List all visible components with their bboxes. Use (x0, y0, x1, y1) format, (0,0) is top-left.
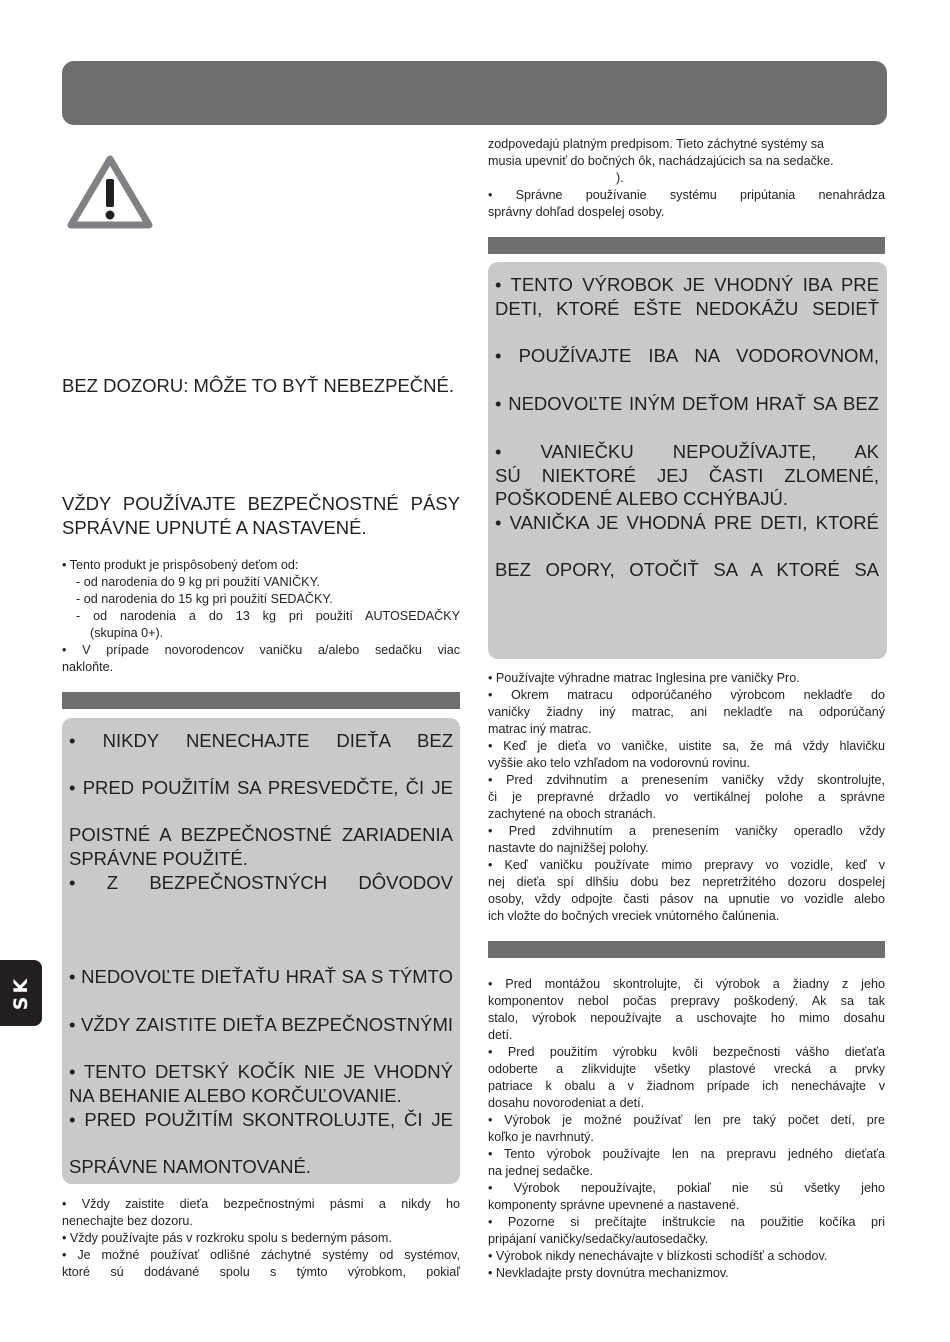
list-item: • Pred montážou skontrolujte, či výrobok a žiadny z jeho (488, 977, 885, 991)
carrycot-list (488, 670, 885, 925)
list-item: • Výrobok je možné používať len pre taký počet detí, pre (488, 1113, 885, 1127)
list-item: • Je možné používať odlišné záchytné systémy od systémov, (62, 1248, 460, 1262)
warning-belts-line-2: SPRÁVNE UPNUTÉ A NASTAVENÉ. (62, 517, 367, 538)
list-item: musia upevniť do bočných ôk, nachádzajúcich sa na sedačke. (488, 154, 834, 168)
box-line: POISTNÉ A BEZPEČNOSTNÉ ZARIADENIA (69, 824, 453, 845)
list-item: • Pred zdvihnutím a prenesením vaničky operadlo vždy (488, 824, 885, 838)
list-item: nenechajte bez dozoru. (62, 1214, 193, 1228)
list-item: koľko je navrhnutý. (488, 1130, 594, 1144)
list-item: • Keď je dieťa vo vaničke, uistite sa, že má vždy hlavičku (488, 739, 885, 753)
box-line: • NEDOVOĽTE DIEŤAŤU HRAŤ SA S TÝMTO (69, 966, 453, 987)
list-item: zodpovedajú platným predpisom. Tieto záchytné systémy sa (488, 137, 825, 151)
box-line: • Z BEZPEČNOSTNÝCH DÔVODOV (69, 872, 453, 893)
list-item: komponentov nebol počas prepravy poškodený. Ak sa tak (488, 994, 885, 1008)
warning-no-supervision: BEZ DOZORU: MÔŽE TO BYŤ NEBEZPEČNÉ. (62, 375, 454, 396)
list-item: - od narodenia a do 13 kg pri použití AUTOSEDAČKY (76, 609, 460, 623)
restraint-text (488, 136, 885, 221)
box-line: NA BEHANIE ALEBO KORČUĽOVANIE. (69, 1085, 402, 1106)
list-item: • Pozorne si prečítajte inštrukcie na použitie kočíka pri (488, 1215, 885, 1229)
box-line: • VANIČKA JE VHODNÁ PRE DETI, KTORÉ (495, 512, 879, 533)
section-bar (488, 941, 885, 958)
list-item: ich vložte do bočných vreciek vnútorného čalúnenia. (488, 909, 780, 923)
list-item: • Vždy používajte pás v rozkroku spolu s bederným pásom. (62, 1231, 392, 1245)
belts-list (62, 1196, 460, 1281)
list-item: • Správne používanie systému pripútania nenahrádza (488, 188, 885, 202)
list-item: osoby, vždy odpojte časti pásov na upnutie vo vozidle alebo (488, 892, 885, 906)
header-bar (62, 61, 887, 125)
list-item: vyššie ako telo vzhľadom na vodorovnú rovinu. (488, 756, 750, 770)
list-item: • Výrobok nepoužívajte, pokiaľ nie sú všetky jeho (488, 1181, 885, 1195)
list-item: • Pred zdvihnutím a prenesením vaničky vždy skontrolujte, (488, 773, 885, 787)
list-item: nastavte do najnižšej polohy. (488, 841, 649, 855)
list-item: • Vždy zaistite dieťa bezpečnostnými pásmi a nikdy ho (62, 1197, 460, 1211)
list-item: • V prípade novorodencov vaničku a/alebo sedačku viac (62, 643, 460, 657)
list-item: stalo, výrobok nepoužívajte a uschovajte ho mimo dosahu (488, 1011, 885, 1025)
language-tab-label: SK (10, 975, 32, 1011)
list-item: dosahu novorodeniat a detí. (488, 1096, 645, 1110)
list-item: - od narodenia do 9 kg pri použití VANIČKY. (76, 575, 320, 589)
list-item: matrac iný matrac. (488, 722, 592, 736)
list-item: detí. (488, 1028, 513, 1042)
suitability-list (62, 557, 460, 676)
list-item: zachytené na oboch stranách. (488, 807, 657, 821)
list-item: • Keď vaničku používate mimo prepravy vo vozidle, keď v (488, 858, 885, 872)
section-bar (488, 237, 885, 254)
box-line: • PRED POUŽITÍM SA PRESVEDČTE, ČI JE (69, 777, 453, 798)
box-line: SÚ NIEKTORÉ JEJ ČASTI ZLOMENÉ, (495, 465, 879, 486)
list-item: ktoré sú dodávané spolu s týmto výrobkom, pokiaľ (62, 1265, 460, 1279)
warning-belts-line-1: VŽDY POUŽÍVAJTE BEZPEČNOSTNÉ PÁSY (62, 493, 460, 514)
list-item: • Tento produkt je prispôsobený deťom od: (62, 558, 299, 572)
list-item: odoberte a zlikvidujte všetky plastové vrecká a prvky (488, 1062, 885, 1076)
list-item: • Používajte výhradne matrac Inglesina pre vaničky Pro. (488, 671, 800, 685)
box-line: • NEDOVOĽTE INÝM DEŤOM HRAŤ SA BEZ (495, 393, 879, 414)
list-item: komponenty správne upevnené a nastavené. (488, 1198, 740, 1212)
list-item: vaničky žiadny iný matrac, ani nekladťe na odporúčaný (488, 705, 885, 719)
general-list (488, 976, 885, 1282)
box-line: DETI, KTORÉ EŠTE NEDOKÁŽU SEDIEŤ (495, 298, 879, 319)
list-item: • Výrobok nikdy nenechávajte v blízkosti schodíšť a schodov. (488, 1249, 828, 1263)
warning-triangle-icon (66, 153, 154, 231)
list-item: • Pred použitím výrobku kvôli bezpečnosti vášho dieťaťa (488, 1045, 885, 1059)
list-item: či je prepravné držadlo vo vertikálnej polohe a správne (488, 790, 885, 804)
list-item: pripájaní vaničky/sedačky/autosedačky. (488, 1232, 709, 1246)
list-item: - od narodenia do 15 kg pri použití SEDAČKY. (76, 592, 333, 606)
list-item: nej dieťa spí dlhšiu dobu bez nepretržitého dozoru dospelej (488, 875, 885, 889)
box-line: • TENTO VÝROBOK JE VHODNÝ IBA PRE (495, 274, 879, 295)
box-line: POŠKODENÉ ALEBO CCHÝBAJÚ. (495, 488, 789, 509)
box-line: SPRÁVNE POUŽITÉ. (69, 848, 248, 869)
list-item: ). (616, 171, 624, 185)
box-line: • VŽDY ZAISTITE DIEŤA BEZPEČNOSTNÝMI (69, 1014, 453, 1035)
box-line: • NIKDY NENECHAJTE DIEŤA BEZ (69, 730, 453, 751)
list-item: nakloňte. (62, 660, 114, 674)
list-item: • Tento výrobok používajte len na prepravu jedného dieťaťa (488, 1147, 885, 1161)
section-bar (62, 692, 460, 709)
list-item: správny dohľad dospelej osoby. (488, 205, 665, 219)
list-item: patriace k obalu a v žiadnom prípade ich nenechávajte v (488, 1079, 885, 1093)
list-item: (skupina 0+). (90, 626, 164, 640)
box-line: SPRÁVNE NAMONTOVANÉ. (69, 1156, 311, 1177)
box-line: BEZ OPORY, OTOČIŤ SA A KTORÉ SA (495, 559, 879, 580)
list-item: • Okrem matracu odporúčaného výrobcom nekladťe do (488, 688, 885, 702)
box-line: • POUŽÍVAJTE IBA NA VODOROVNOM, (495, 345, 879, 366)
box-line: • TENTO DETSKÝ KOČÍK NIE JE VHODNÝ (69, 1061, 453, 1082)
list-item: na jednej sedačke. (488, 1164, 594, 1178)
box-line: • VANIEČKU NEPOUŽÍVAJTE, AK (495, 441, 879, 462)
language-tab (0, 960, 42, 1026)
box-line: • PRED POUŽITÍM SKONTROLUJTE, ČI JE (69, 1109, 453, 1130)
list-item: • Nevkladajte prsty dovnútra mechanizmov. (488, 1266, 729, 1280)
